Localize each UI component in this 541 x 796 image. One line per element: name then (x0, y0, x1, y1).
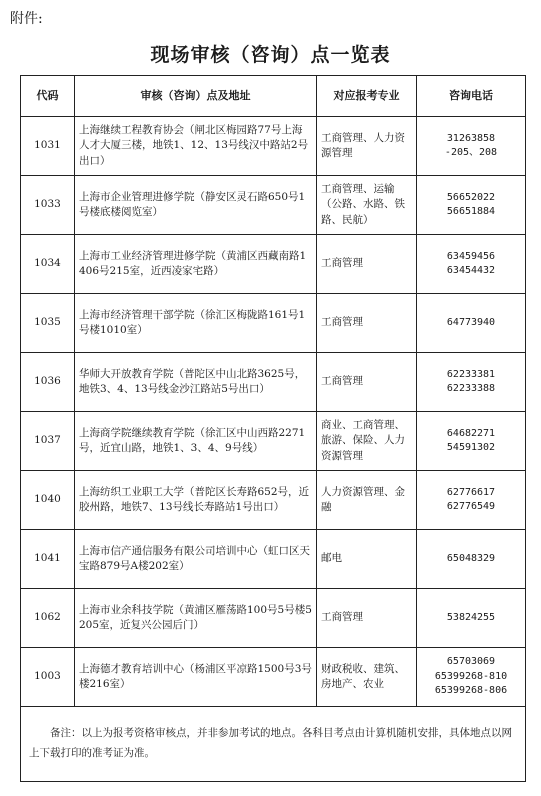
row-majors: 人力资源管理、金融 (317, 471, 417, 530)
row-address: 上海德才教育培训中心（杨浦区平凉路1500号3号楼216室） (75, 648, 317, 707)
phone-number: 54591302 (446, 442, 496, 453)
row-code: 1034 (21, 235, 75, 294)
table-row (21, 117, 526, 176)
table-row (21, 353, 526, 412)
review-points-table (20, 75, 526, 782)
row-majors: 工商管理 (317, 353, 417, 412)
phone-number: 62776549 (446, 501, 496, 512)
row-phones (417, 235, 526, 294)
row-phones (417, 648, 526, 707)
phone-number: 64773940 (446, 316, 496, 328)
table-row (21, 648, 526, 707)
table-row (21, 530, 526, 589)
row-majors: 财政税收、建筑、房地产、农业 (317, 648, 417, 707)
row-address: 华师大开放教育学院（普陀区中山北路3625号，地铁3、4、13号线金沙江路站5号出口） (75, 353, 317, 412)
header-phone: 咨询电话 (417, 76, 526, 117)
row-majors: 工商管理 (317, 235, 417, 294)
row-address: 上海商学院继续教育学院（徐汇区中山西路2271号，近宜山路，地铁1、3、4、9号线） (75, 412, 317, 471)
table-header-row (21, 76, 526, 117)
phone-number: 63454432 (446, 265, 496, 276)
row-phones (417, 117, 526, 176)
phone-number: 31263858 (446, 132, 496, 144)
row-code: 1040 (21, 471, 75, 530)
phone-number: 65399268-806 (434, 685, 508, 697)
phone-number: -205、208 (444, 147, 498, 158)
table-row (21, 294, 526, 353)
phone-number: 53824255 (446, 611, 496, 623)
header-majors: 对应报考专业 (317, 76, 417, 117)
row-address: 上海市信产通信服务有限公司培训中心（虹口区天宝路879号A楼202室） (75, 530, 317, 589)
phone-number: 56651884 (446, 206, 496, 217)
row-majors: 邮电 (317, 530, 417, 589)
row-code: 1003 (21, 648, 75, 707)
row-address: 上海市企业管理进修学院（静安区灵石路650号1号楼底楼阅览室） (75, 176, 317, 235)
attachment-label: 附件: (10, 11, 43, 27)
row-code: 1037 (21, 412, 75, 471)
phone-number: 65048329 (446, 552, 496, 564)
row-phones (417, 412, 526, 471)
row-code: 1035 (21, 294, 75, 353)
phone-number: 62233388 (446, 383, 496, 394)
row-code: 1031 (21, 117, 75, 176)
row-code: 1033 (21, 176, 75, 235)
header-address: 审核（咨询）点及地址 (75, 76, 317, 117)
remark-note: 备注：以上为报考资格审核点，并非参加考试的地点。各科目考点由计算机随机安排，具体地点以网上下载打印的准考证为准。 (21, 707, 526, 782)
row-code: 1036 (21, 353, 75, 412)
row-phones (417, 353, 526, 412)
page-title: 现场审核（咨询）点一览表 (150, 44, 391, 66)
row-address: 上海继续工程教育协会（闸北区梅园路77号上海人才大厦三楼，地铁1、12、13号线汉中路站2号出口） (75, 117, 317, 176)
table-row (21, 176, 526, 235)
phone-number: 64682271 (446, 427, 496, 439)
row-majors: 工商管理 (317, 294, 417, 353)
phone-number: 62233381 (446, 368, 496, 380)
phone-number: 63459456 (446, 250, 496, 262)
row-phones (417, 176, 526, 235)
phone-number: 65703069 (446, 656, 496, 668)
row-phones (417, 589, 526, 648)
row-address: 上海市业余科技学院（黄浦区雁荡路100号5号楼5205室，近复兴公园后门） (75, 589, 317, 648)
row-address: 上海纺织工业职工大学（普陀区长寿路652号，近胶州路，地铁7、13号线长寿路站1号出口） (75, 471, 317, 530)
table-row (21, 471, 526, 530)
row-phones (417, 530, 526, 589)
table-row (21, 235, 526, 294)
row-majors: 工商管理 (317, 589, 417, 648)
row-majors: 工商管理、运输（公路、水路、铁路、民航） (317, 176, 417, 235)
table-row (21, 412, 526, 471)
row-address: 上海市工业经济管理进修学院（黄浦区西藏南路1406号215室，近西凌家宅路） (75, 235, 317, 294)
table-row (21, 589, 526, 648)
phone-number: 62776617 (446, 486, 496, 498)
row-address: 上海市经济管理干部学院（徐汇区梅陇路161号1号楼1010室） (75, 294, 317, 353)
row-phones (417, 471, 526, 530)
phone-number: 65399268-810 (434, 670, 508, 682)
header-code: 代码 (21, 76, 75, 117)
row-majors: 商业、工商管理、旅游、保险、人力资源管理 (317, 412, 417, 471)
phone-number: 56652022 (446, 191, 496, 203)
row-majors: 工商管理、人力资源管理 (317, 117, 417, 176)
row-code: 1041 (21, 530, 75, 589)
row-phones (417, 294, 526, 353)
row-code: 1062 (21, 589, 75, 648)
